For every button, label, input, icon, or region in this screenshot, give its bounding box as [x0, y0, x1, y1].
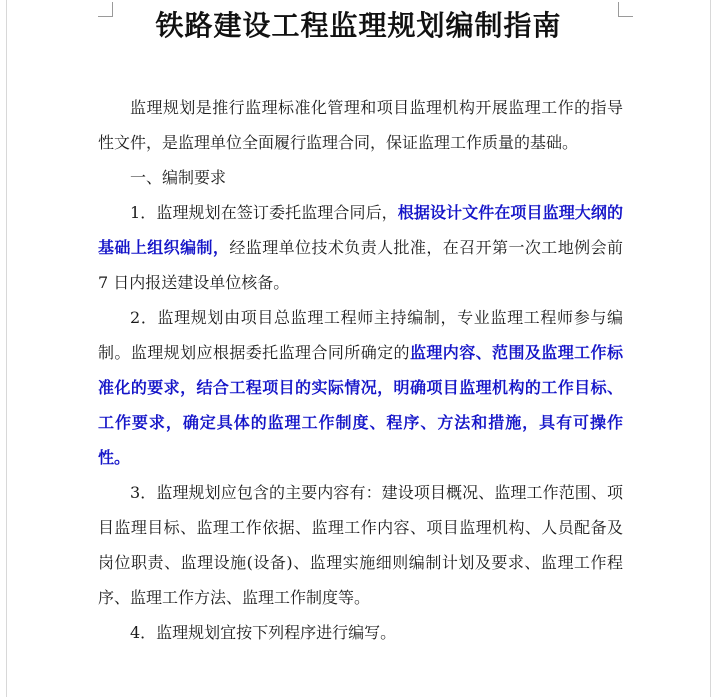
item-1-text-tail: 经监理单位技术负责人批准，在召开第一次工地例会前 7 日内报送建设单位核备。 — [98, 238, 623, 292]
section-heading: 一、编制要求 — [130, 168, 227, 187]
document-body — [98, 90, 623, 650]
item-4-paragraph: 4．监理规划宜按下列程序进行编写。 — [130, 623, 397, 642]
item-1-paragraph — [98, 195, 623, 300]
item-3-paragraph: 3．监理规划应包含的主要内容有：建设项目概况、监理工作范围、项目监理目标、监理工作依据、监理工作内容、项目监理机构、人员配备及岗位职责、监理设施(设备)、监理实施细则编制计划及要求、监理工作程序、监理工作方法、监理工作制度等。 — [98, 483, 623, 607]
item-2-highlight: 监理内容、范围及监理工作标准化的要求，结合工程项目的实际情况，明确项目监理机构的工作目标、工作要求，确定具体的监理工作制度、程序、方法和措施，具有可操作性。 — [98, 343, 623, 467]
item-1-highlight: 根据设计文件在项目监理大纲的基础上组织编制， — [98, 203, 623, 257]
item-2-paragraph — [98, 300, 623, 475]
intro-paragraph: 监理规划是推行监理标准化管理和项目监理机构开展监理工作的指导性文件，是监理单位全面履行监理合同，保证监理工作质量的基础。 — [98, 98, 623, 152]
document-title: 铁路建设工程监理规划编制指南 — [155, 9, 562, 42]
item-1-text: 1．监理规划在签订委托监理合同后， — [130, 203, 398, 222]
item-2-text: 2．监理规划由项目总监理工程师主持编制，专业监理工程师参与编制。监理规划应根据委托监理合同所确定的 — [98, 308, 623, 362]
page-border-right — [710, 0, 711, 697]
page-border-left — [6, 0, 7, 697]
